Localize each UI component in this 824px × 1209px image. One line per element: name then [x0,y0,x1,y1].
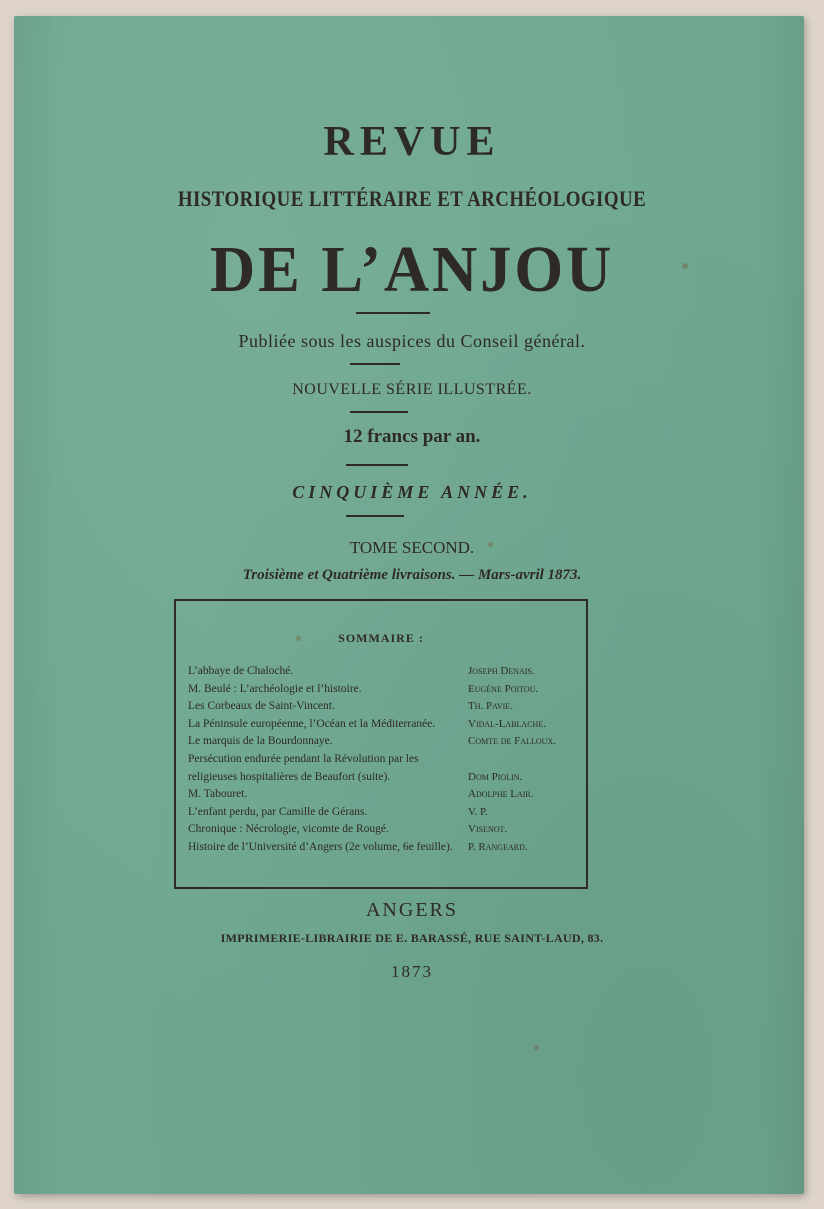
entry-title: L’abbaye de Chaloché. [188,665,294,677]
entry-title: M. Tabouret. [188,788,248,801]
divider-rule [356,312,430,314]
sommaire-entry [188,839,580,857]
entry-title: Le marquis de la Bourdonnaye. [188,735,333,748]
annee-line: CINQUIÈME ANNÉE. [292,482,532,502]
imprimerie-line: IMPRIMERIE-LIBRAIRIE DE E. BARASSÉ, RUE SAINT-LAUD, 83. [220,931,604,945]
livraisons-line: Troisième et Quatrième livraisons. — Mars-avril 1873. [242,567,582,583]
entry-author: Th. Pavie. [468,700,513,713]
entry-author: P. Rangeard. [468,840,528,853]
sommaire-entry [188,716,580,734]
publiee-line: Publiée sous les auspices du Conseil général. [238,331,586,351]
ville-angers: ANGERS [365,899,458,921]
entry-title: La Péninsule européenne, l’Océan et la Méditerranée. [188,717,436,730]
entry-author: Dom Piolin. [468,770,523,783]
sommaire-list [188,663,580,857]
sommaire-box [174,599,588,889]
entry-author: V. P. [468,805,488,818]
entry-title: Persécution endurée pendant la Révolution par les religieuses hospitalières de Beaufort (suite). [188,752,419,783]
tome-line: TOME SECOND. [349,538,475,557]
entry-title: Histoire de l’Université d’Angers (2e volume, 6e feuille). [188,840,453,853]
sommaire-entry [188,663,580,681]
sommaire-entry [188,681,580,699]
sommaire-entry [188,786,580,804]
sommaire-heading: SOMMAIRE : [338,631,424,645]
sommaire-entry [188,751,580,786]
entry-author: Visenot. [468,823,508,836]
publication-year: 1873 [391,962,433,981]
title-subtitle: HISTORIQUE LITTÉRAIRE ET ARCHÉOLOGIQUE [177,186,647,211]
entry-author: Vidal-Lablache. [468,717,546,730]
entry-author: Comte de Falloux. [468,735,556,748]
entry-author: Adolphe Lair. [468,788,534,801]
sommaire-entry [188,698,580,716]
entry-title: L’enfant perdu, par Camille de Gérans. [188,805,368,818]
title-revue: REVUE [323,119,501,165]
entry-title: M. Beulé : L’archéologie et l’histoire. [188,682,362,695]
foxing-spot [534,1045,539,1050]
divider-rule [350,363,400,365]
sommaire-entry [188,733,580,751]
entry-title: Chronique : Nécrologie, vicomte de Rougé. [188,823,389,836]
divider-rule [346,464,408,466]
entry-title: Les Corbeaux de Saint-Vincent. [188,700,335,713]
sommaire-entry [188,821,580,839]
divider-rule [350,411,408,413]
prix-line: 12 francs par an. [343,426,481,447]
entry-author: Joseph Denais. [468,665,535,677]
serie-line: NOUVELLE SÉRIE ILLUSTRÉE. [292,381,532,398]
title-de-l-anjou: DE L’ANJOU [209,233,615,306]
divider-rule [346,515,404,517]
sommaire-entry [188,804,580,822]
entry-author: Eugène Poitou. [468,682,539,695]
